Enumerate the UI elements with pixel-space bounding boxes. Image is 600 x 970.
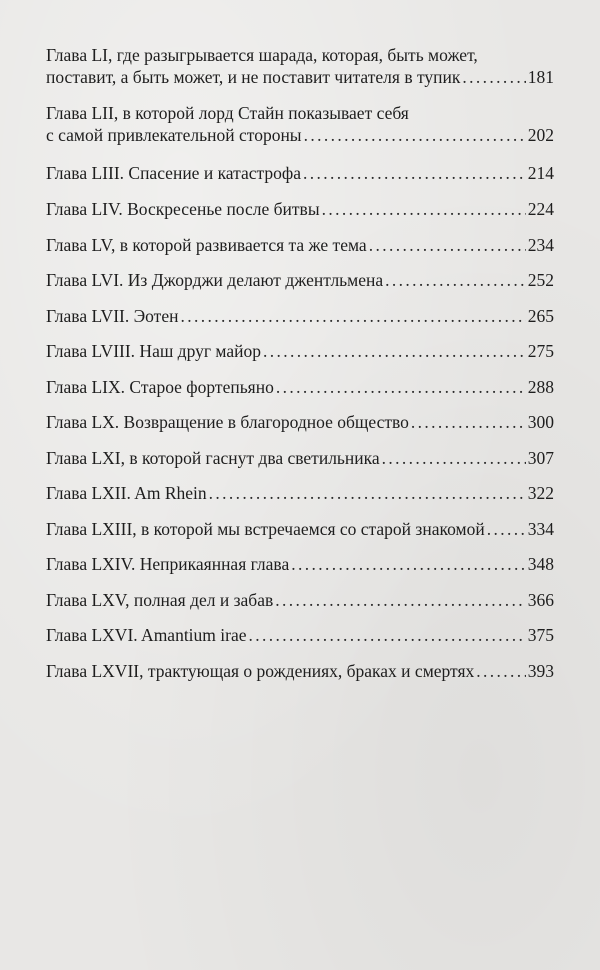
toc-entry <box>46 198 554 220</box>
toc-entry <box>46 447 554 469</box>
toc-entry-title: Глава LXIII, в которой мы встречаемся со старой знакомой <box>46 519 485 539</box>
toc-entry-page: 375 <box>527 625 554 645</box>
toc-entry-title: Глава LIII. Спасение и катастрофа <box>46 163 301 183</box>
toc-entry-title: Глава LXIV. Неприкаянная глава <box>46 554 290 574</box>
toc-entry-title: Глава LX. Возвращение в благородное общество <box>46 412 409 432</box>
toc-entry-title: Глава LVIII. Наш друг майор <box>46 341 261 361</box>
toc-entry-title: Глава LI, где разыгрывается шарада, которая, быть может, <box>46 45 478 65</box>
toc-entry <box>46 411 554 433</box>
leader-dots <box>476 660 525 682</box>
leader-dots <box>291 553 526 575</box>
toc-entry-page: 288 <box>527 377 554 397</box>
leader-dots <box>322 198 526 220</box>
leader-dots <box>249 624 526 646</box>
leader-dots <box>209 482 526 504</box>
toc-entry-title: Глава LIV. Воскресенье после битвы <box>46 199 320 219</box>
leader-dots <box>275 589 526 611</box>
toc-entry-page: 214 <box>527 163 554 183</box>
toc-entry-page: 307 <box>527 448 554 468</box>
toc-entry <box>46 482 554 504</box>
leader-dots <box>462 66 525 88</box>
toc-entry-title: Глава LIX. Старое фортепьяно <box>46 377 274 397</box>
leader-dots <box>382 447 526 469</box>
leader-dots <box>276 376 526 398</box>
toc-entry-page: 252 <box>527 270 554 290</box>
leader-dots <box>303 162 526 184</box>
toc-entry-page: 322 <box>527 483 554 503</box>
toc-entry-title: поставит, а быть может, и не поставит читателя в тупик <box>46 67 461 87</box>
toc-entry <box>46 553 554 575</box>
toc-entry-page: 334 <box>527 519 554 539</box>
toc-entry <box>46 162 554 184</box>
toc-entry-title: Глава LXVII, трактующая о рождениях, браках и смертях <box>46 661 475 681</box>
leader-dots <box>487 518 526 540</box>
toc-entry-title: Глава LXVI. Amantium irae <box>46 625 247 645</box>
toc-entry-page: 275 <box>527 341 554 361</box>
toc-entry-title: Глава LXI, в которой гаснут два светильника <box>46 448 380 468</box>
toc-entry-page: 181 <box>527 67 554 87</box>
toc-entry-page: 202 <box>527 125 554 145</box>
toc-entry-page: 300 <box>527 412 554 432</box>
toc-entry <box>46 234 554 256</box>
toc-entry-title: Глава LVII. Эотен <box>46 306 179 326</box>
toc-entry <box>46 340 554 362</box>
toc-entry-page: 348 <box>527 554 554 574</box>
toc-entry <box>46 589 554 611</box>
toc-entry <box>46 44 554 88</box>
toc-entry <box>46 305 554 327</box>
toc-entry <box>46 624 554 646</box>
toc-entry <box>46 376 554 398</box>
toc-entry <box>46 518 554 540</box>
toc-entry-title: с самой привлекательной стороны <box>46 125 302 145</box>
toc-entry-title: Глава LXII. Am Rhein <box>46 483 207 503</box>
toc-entry <box>46 102 554 146</box>
toc-entry-page: 393 <box>527 661 554 681</box>
toc-entry-title: Глава LII, в которой лорд Стайн показывает себя <box>46 103 409 123</box>
toc-entry-title: Глава LV, в которой развивается та же тема <box>46 235 367 255</box>
leader-dots <box>180 305 525 327</box>
toc-entry-page: 265 <box>527 306 554 326</box>
toc-entry-title: Глава LXV, полная дел и забав <box>46 590 274 610</box>
leader-dots <box>369 234 526 256</box>
leader-dots <box>304 124 526 146</box>
toc-entry-page: 234 <box>527 235 554 255</box>
toc-entry <box>46 269 554 291</box>
toc-entry-page: 224 <box>527 199 554 219</box>
leader-dots <box>411 411 526 433</box>
leader-dots <box>385 269 526 291</box>
toc-entry-page: 366 <box>527 590 554 610</box>
leader-dots <box>263 340 526 362</box>
toc-entry <box>46 660 554 682</box>
toc-entry-title: Глава LVI. Из Джорджи делают джентльмена <box>46 270 384 290</box>
